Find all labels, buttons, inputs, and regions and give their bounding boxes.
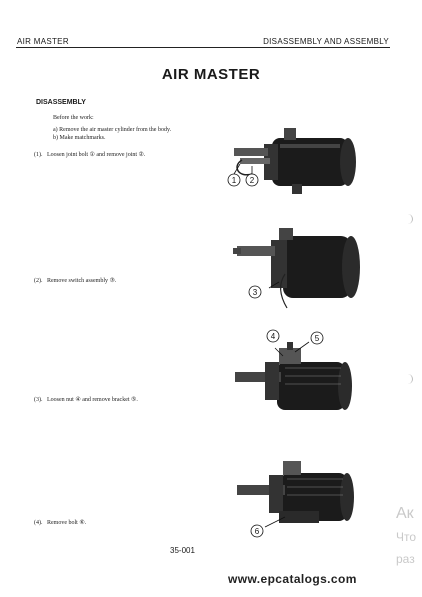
step-3 (34, 396, 138, 404)
step-text: Loosen nut ④ and remove bracket ⑤. (47, 397, 138, 403)
svg-text:5: 5 (314, 334, 320, 343)
svg-text:3: 3 (252, 288, 258, 297)
header-right: DISASSEMBLY AND ASSEMBLY (263, 37, 389, 46)
svg-text:2: 2 (249, 176, 255, 185)
callout-6 (251, 525, 263, 537)
step-text: Remove bolt ⑥. (47, 520, 87, 526)
header-rule (16, 47, 390, 48)
step-number: (1). (34, 152, 43, 158)
watermark-line-1: Ак (396, 505, 414, 522)
edge-mark (404, 374, 413, 384)
watermark-line-2: Что (396, 530, 417, 544)
page-title: AIR MASTER (161, 66, 261, 83)
callout-2 (246, 174, 258, 186)
callout-5 (311, 332, 323, 344)
step-number: (4). (34, 520, 43, 526)
step-number: (2). (34, 278, 43, 284)
air-master-cylinder-image (235, 342, 352, 410)
callout-4 (267, 330, 279, 342)
step-1 (34, 151, 145, 159)
photo-step-4 (225, 455, 365, 545)
callout-3 (249, 286, 261, 298)
step-number: (3). (34, 397, 43, 403)
callout-1 (228, 174, 240, 186)
step-4 (34, 519, 86, 527)
edge-mark (404, 214, 413, 224)
svg-text:1: 1 (231, 176, 237, 185)
intro-line-1: Before the work: (53, 115, 94, 121)
step-text: Remove switch assembly ③. (47, 278, 117, 284)
header-left: AIR MASTER (17, 37, 69, 46)
photo-step-1 (222, 122, 362, 202)
section-heading: DISASSEMBLY (36, 99, 86, 106)
svg-text:6: 6 (254, 527, 260, 536)
watermark-line-3: раз (396, 552, 415, 566)
intro-line-3: b) Make matchmarks. (53, 135, 106, 141)
photo-step-3 (225, 328, 365, 428)
intro-line-2: a) Remove the air master cylinder from the body. (53, 127, 172, 133)
page-number: 35-001 (170, 546, 195, 555)
step-text: Loosen joint bolt ① and remove joint ②. (47, 152, 146, 158)
step-2 (34, 277, 116, 285)
footer-url[interactable]: www.epcatalogs.com (228, 572, 357, 586)
svg-text:4: 4 (270, 332, 276, 341)
air-master-cylinder-image (237, 461, 354, 527)
photo-step-2 (225, 222, 365, 322)
